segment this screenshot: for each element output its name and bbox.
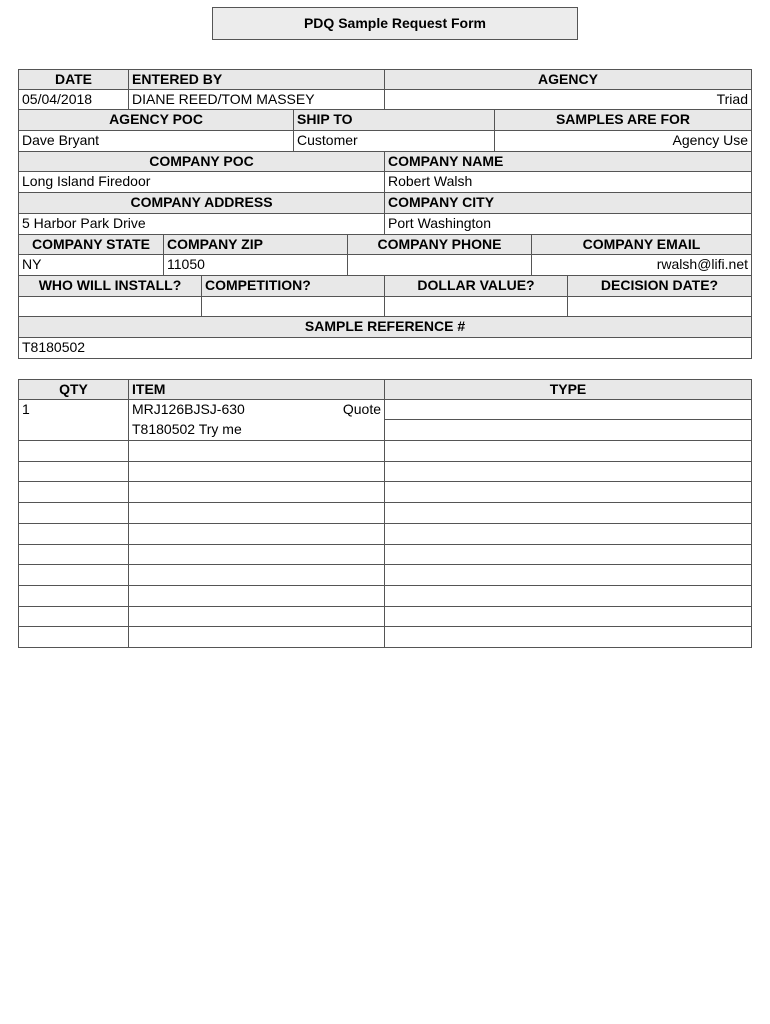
- table-row: [18, 545, 752, 566]
- company-city-label: COMPANY CITY: [385, 193, 752, 214]
- table-row: [18, 90, 752, 111]
- item-cell[interactable]: [129, 503, 385, 524]
- company-address-field[interactable]: 5 Harbor Park Drive: [18, 214, 385, 235]
- item-cell[interactable]: [129, 400, 385, 421]
- table-row: [18, 193, 752, 214]
- company-state-label: COMPANY STATE: [18, 235, 164, 256]
- sample-reference-field[interactable]: T8180502: [18, 338, 752, 359]
- company-address-label: COMPANY ADDRESS: [18, 193, 385, 214]
- table-row: [18, 152, 752, 173]
- agency-poc-field[interactable]: Dave Bryant: [18, 131, 294, 152]
- type-cell[interactable]: [385, 441, 752, 462]
- ship-to-field[interactable]: Customer: [294, 131, 495, 152]
- type-header: TYPE: [385, 379, 752, 400]
- qty-cell[interactable]: [18, 627, 129, 648]
- qty-cell[interactable]: [18, 503, 129, 524]
- table-row: [18, 524, 752, 545]
- dollar-value-field[interactable]: [385, 297, 568, 318]
- sample-reference-label: SAMPLE REFERENCE #: [18, 317, 752, 338]
- table-row: [18, 69, 752, 90]
- dollar-value-label: DOLLAR VALUE?: [385, 276, 568, 297]
- table-row: [18, 565, 752, 586]
- table-row: [18, 586, 752, 607]
- table-row: [18, 503, 752, 524]
- item-cell[interactable]: [129, 545, 385, 566]
- type-cell[interactable]: [385, 503, 752, 524]
- table-row: [18, 338, 752, 359]
- company-city-field[interactable]: Port Washington: [385, 214, 752, 235]
- type-cell[interactable]: [385, 545, 752, 566]
- table-row: [18, 131, 752, 152]
- company-phone-label: COMPANY PHONE: [348, 235, 532, 256]
- item-cell[interactable]: [129, 524, 385, 545]
- form-title: PDQ Sample Request Form: [212, 7, 578, 40]
- item-text: MRJ126BJSJ-630: [132, 400, 245, 417]
- company-state-field[interactable]: NY: [18, 255, 164, 276]
- samples-for-label: SAMPLES ARE FOR: [495, 110, 752, 131]
- item-note: Quote: [342, 400, 381, 417]
- type-cell[interactable]: [385, 607, 752, 628]
- table-row: [18, 627, 752, 648]
- who-install-field[interactable]: [18, 297, 202, 318]
- qty-cell[interactable]: [18, 462, 129, 483]
- request-info-table: [18, 69, 752, 359]
- item-cell[interactable]: [129, 482, 385, 503]
- ship-to-label: SHIP TO: [294, 110, 495, 131]
- company-phone-field[interactable]: [348, 255, 532, 276]
- qty-cell[interactable]: [18, 607, 129, 628]
- entered-by-field[interactable]: DIANE REED/TOM MASSEY: [129, 90, 385, 111]
- item-header: ITEM: [129, 379, 385, 400]
- type-cell[interactable]: [385, 524, 752, 545]
- agency-poc-label: AGENCY POC: [18, 110, 294, 131]
- table-row: [18, 172, 752, 193]
- type-cell[interactable]: [385, 565, 752, 586]
- who-install-label: WHO WILL INSTALL?: [18, 276, 202, 297]
- date-label: DATE: [18, 69, 129, 90]
- item-cell[interactable]: [129, 586, 385, 607]
- decision-date-field[interactable]: [568, 297, 752, 318]
- table-row: [18, 276, 752, 297]
- items-table: [18, 379, 752, 648]
- decision-date-label: DECISION DATE?: [568, 276, 752, 297]
- qty-cell[interactable]: [18, 524, 129, 545]
- type-cell[interactable]: [385, 627, 752, 648]
- table-row: [18, 462, 752, 483]
- table-row: [18, 482, 752, 503]
- company-name-field[interactable]: Robert Walsh: [385, 172, 752, 193]
- competition-field[interactable]: [202, 297, 385, 318]
- qty-cell[interactable]: [18, 420, 129, 441]
- table-row: [18, 379, 752, 400]
- table-row: [18, 441, 752, 462]
- qty-cell[interactable]: [18, 586, 129, 607]
- table-row: [18, 607, 752, 628]
- item-cell[interactable]: [129, 462, 385, 483]
- item-cell[interactable]: [129, 627, 385, 648]
- type-cell[interactable]: [385, 462, 752, 483]
- date-field[interactable]: 05/04/2018: [18, 90, 129, 111]
- item-text: T8180502 Try me: [132, 421, 242, 438]
- table-row: [18, 214, 752, 235]
- qty-cell[interactable]: [18, 565, 129, 586]
- item-cell[interactable]: [129, 441, 385, 462]
- agency-field[interactable]: Triad: [385, 90, 752, 111]
- type-cell[interactable]: [385, 586, 752, 607]
- company-email-field[interactable]: rwalsh@lifi.net: [532, 255, 752, 276]
- company-email-label: COMPANY EMAIL: [532, 235, 752, 256]
- entered-by-label: ENTERED BY: [129, 69, 385, 90]
- qty-header: QTY: [18, 379, 129, 400]
- competition-label: COMPETITION?: [202, 276, 385, 297]
- item-cell[interactable]: [129, 607, 385, 628]
- type-cell[interactable]: [385, 420, 752, 441]
- qty-cell[interactable]: [18, 545, 129, 566]
- company-zip-label: COMPANY ZIP: [164, 235, 348, 256]
- table-row: [18, 297, 752, 318]
- qty-cell[interactable]: [18, 482, 129, 503]
- agency-label: AGENCY: [385, 69, 752, 90]
- company-poc-label: COMPANY POC: [18, 152, 385, 173]
- table-row: [18, 420, 752, 441]
- table-row: [18, 400, 752, 421]
- type-cell[interactable]: [385, 400, 752, 421]
- item-cell[interactable]: [129, 565, 385, 586]
- qty-cell[interactable]: 1: [18, 400, 129, 421]
- table-row: [18, 317, 752, 338]
- company-zip-field[interactable]: 11050: [164, 255, 348, 276]
- qty-cell[interactable]: [18, 441, 129, 462]
- samples-for-field[interactable]: Agency Use: [495, 131, 752, 152]
- company-poc-field[interactable]: Long Island Firedoor: [18, 172, 385, 193]
- type-cell[interactable]: [385, 482, 752, 503]
- table-row: [18, 255, 752, 276]
- company-name-label: COMPANY NAME: [385, 152, 752, 173]
- item-cell[interactable]: [129, 420, 385, 441]
- table-row: [18, 110, 752, 131]
- table-row: [18, 235, 752, 256]
